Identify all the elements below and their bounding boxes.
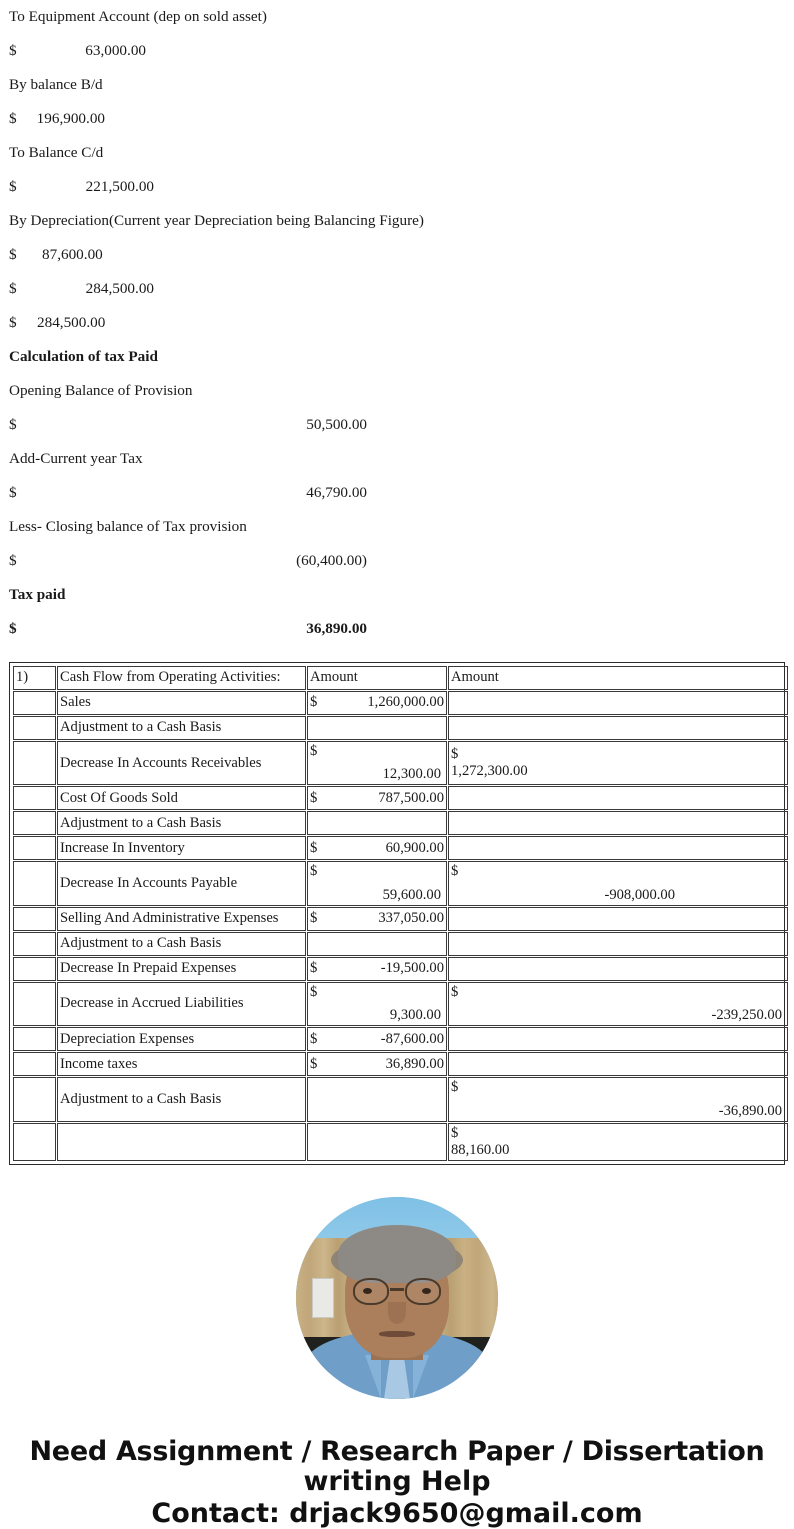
amount-secondary-cell <box>448 741 788 785</box>
row-number-cell <box>13 1077 56 1121</box>
amount-group <box>9 544 367 578</box>
amount-primary-cell <box>307 1027 447 1051</box>
table-row <box>13 811 788 835</box>
table-row <box>13 691 788 715</box>
currency-symbol: $ <box>9 314 17 331</box>
currency-symbol: $ <box>9 620 17 637</box>
row-description-cell: Decrease in Accrued Liabilities <box>57 982 306 1026</box>
amount-value: -36,890.00 <box>718 1102 782 1119</box>
amount-secondary-cell <box>448 1123 788 1161</box>
avatar-eye-left <box>363 1288 372 1294</box>
row-description-cell: Sales <box>57 691 306 715</box>
currency-symbol: $ <box>310 694 318 711</box>
text-line: Tax paid <box>9 586 66 603</box>
currency-symbol: $ <box>310 839 318 856</box>
amount-primary-cell <box>307 1052 447 1076</box>
table-row <box>13 1077 788 1121</box>
amount-value: 1,272,300.00 <box>451 763 528 780</box>
row-description-cell <box>57 1123 306 1161</box>
row-number-cell <box>13 691 56 715</box>
amount-group <box>9 170 154 204</box>
currency-symbol: $ <box>9 416 17 433</box>
amount-value: -87,600.00 <box>380 1030 444 1047</box>
table-row <box>13 907 788 931</box>
amount-value: 59,600.00 <box>382 886 441 903</box>
amount-value: -19,500.00 <box>380 960 444 977</box>
amount-value: 87,600.00 <box>42 246 103 263</box>
row-number-cell: 1) <box>13 666 56 690</box>
row-number-cell <box>13 907 56 931</box>
row-description-cell: Adjustment to a Cash Basis <box>57 932 306 956</box>
table-row <box>13 716 788 740</box>
currency-symbol: $ <box>310 789 318 806</box>
amount-primary-cell <box>307 1123 447 1161</box>
amount-value: 221,500.00 <box>85 178 154 195</box>
currency-symbol: $ <box>451 746 459 762</box>
amount-line <box>9 272 785 306</box>
table-row <box>13 861 788 905</box>
amount-primary-cell: Amount <box>307 666 447 690</box>
amount-value: 196,900.00 <box>36 110 105 127</box>
amount-value: 60,900.00 <box>385 839 444 856</box>
amount-primary-cell <box>307 982 447 1026</box>
cash-flow-table-wrapper <box>9 662 785 1165</box>
text-line: By balance B/d <box>9 76 103 93</box>
avatar-mouth <box>379 1331 415 1337</box>
amount-value: 88,160.00 <box>451 1141 510 1158</box>
amount-group <box>9 476 367 510</box>
table-row <box>13 741 788 785</box>
amount-value: 9,300.00 <box>389 1007 441 1024</box>
amount-value: 63,000.00 <box>85 42 146 59</box>
row-number-cell <box>13 1123 56 1161</box>
amount-value: -908,000.00 <box>604 886 675 903</box>
avatar-wall-switch <box>312 1278 334 1318</box>
amount-value: (60,400.00) <box>296 552 367 569</box>
amount-value: 1,260,000.00 <box>367 694 444 711</box>
footer <box>0 1437 794 1529</box>
currency-symbol: $ <box>451 863 459 880</box>
currency-symbol: $ <box>310 863 318 880</box>
table-row <box>13 982 788 1026</box>
currency-symbol: $ <box>451 1079 459 1096</box>
row-description-cell: Decrease In Prepaid Expenses <box>57 957 306 981</box>
row-description-cell: Decrease In Accounts Payable <box>57 861 306 905</box>
row-number-cell <box>13 811 56 835</box>
amount-secondary-cell <box>448 716 788 740</box>
amount-value: 36,890.00 <box>385 1055 444 1072</box>
currency-symbol: $ <box>451 983 459 1000</box>
amount-secondary-cell <box>448 786 788 810</box>
amount-value: 36,890.00 <box>306 620 367 637</box>
table-row <box>13 1123 788 1161</box>
row-number-cell <box>13 957 56 981</box>
amount-line <box>9 544 785 578</box>
amount-line <box>9 306 785 340</box>
table-row <box>13 1027 788 1051</box>
currency-symbol: $ <box>9 246 17 263</box>
amount-group <box>9 306 105 340</box>
row-description-cell: Adjustment to a Cash Basis <box>57 716 306 740</box>
amount-secondary-cell <box>448 957 788 981</box>
row-number-cell <box>13 982 56 1026</box>
amount-value: 46,790.00 <box>306 484 367 501</box>
row-description-cell: Increase In Inventory <box>57 836 306 860</box>
currency-symbol: $ <box>9 42 17 59</box>
row-number-cell <box>13 932 56 956</box>
row-number-cell <box>13 1027 56 1051</box>
row-description-cell: Depreciation Expenses <box>57 1027 306 1051</box>
amount-line <box>9 408 785 442</box>
amount-primary-cell <box>307 1077 447 1121</box>
avatar-collar-right <box>413 1355 429 1399</box>
amount-line <box>9 102 785 136</box>
avatar <box>296 1197 498 1399</box>
text-line: To Equipment Account (dep on sold asset) <box>9 8 267 25</box>
tax-calculation-block <box>0 340 794 646</box>
currency-symbol: $ <box>310 743 318 759</box>
row-description-cell: Adjustment to a Cash Basis <box>57 811 306 835</box>
cash-flow-table <box>12 665 789 1162</box>
amount-secondary-cell <box>448 811 788 835</box>
amount-group <box>9 272 154 306</box>
amount-primary-cell <box>307 907 447 931</box>
text-line: Less- Closing balance of Tax provision <box>9 518 247 535</box>
amount-secondary-cell <box>448 691 788 715</box>
footer-line-1: Need Assignment / Research Paper / Dissertation <box>29 1436 765 1468</box>
cash-flow-table-body <box>13 666 788 1161</box>
table-row <box>13 836 788 860</box>
amount-group <box>9 238 102 272</box>
avatar-collar-left <box>365 1355 381 1399</box>
currency-symbol: $ <box>310 910 318 927</box>
amount-secondary-cell <box>448 907 788 931</box>
avatar-hair <box>338 1225 456 1283</box>
avatar-nose <box>388 1302 406 1324</box>
amount-secondary-cell <box>448 932 788 956</box>
row-number-cell <box>13 786 56 810</box>
currency-symbol: $ <box>9 280 17 297</box>
currency-symbol: $ <box>9 110 17 127</box>
amount-line <box>9 34 785 68</box>
amount-line <box>9 476 785 510</box>
tax-section-heading: Calculation of tax Paid <box>9 348 158 365</box>
amount-line <box>9 170 785 204</box>
table-row <box>13 1052 788 1076</box>
amount-group <box>9 612 367 646</box>
tax-lines <box>9 374 785 646</box>
avatar-container <box>0 1197 794 1399</box>
amount-secondary-cell <box>448 1052 788 1076</box>
footer-line-3: Contact: drjack9650@gmail.com <box>151 1498 643 1529</box>
amount-group <box>9 102 105 136</box>
table-row <box>13 957 788 981</box>
row-number-cell <box>13 716 56 740</box>
amount-primary-cell <box>307 716 447 740</box>
amount-value: 337,050.00 <box>378 910 444 927</box>
currency-symbol: $ <box>9 484 17 501</box>
table-row <box>13 932 788 956</box>
row-number-cell <box>13 861 56 905</box>
amount-value: 284,500.00 <box>85 280 154 297</box>
currency-symbol: $ <box>310 983 318 1000</box>
amount-line <box>9 238 785 272</box>
currency-symbol: $ <box>310 1055 318 1072</box>
amount-group <box>9 34 146 68</box>
amount-secondary-cell <box>448 1027 788 1051</box>
currency-symbol: $ <box>9 552 17 569</box>
row-number-cell <box>13 1052 56 1076</box>
row-number-cell <box>13 836 56 860</box>
currency-symbol: $ <box>310 1030 318 1047</box>
amount-value: 787,500.00 <box>378 789 444 806</box>
footer-line-2: writing Help <box>303 1466 491 1498</box>
narrative-lines <box>9 0 785 340</box>
text-line: Opening Balance of Provision <box>9 382 193 399</box>
amount-primary-cell <box>307 836 447 860</box>
amount-primary-cell <box>307 811 447 835</box>
row-description-cell: Adjustment to a Cash Basis <box>57 1077 306 1121</box>
row-number-cell <box>13 741 56 785</box>
amount-line <box>9 612 785 646</box>
amount-secondary-cell <box>448 861 788 905</box>
currency-symbol: $ <box>451 1124 459 1141</box>
amount-primary-cell <box>307 786 447 810</box>
amount-secondary-cell <box>448 982 788 1026</box>
amount-value: 50,500.00 <box>306 416 367 433</box>
row-description-cell: Cost Of Goods Sold <box>57 786 306 810</box>
row-description-cell: Income taxes <box>57 1052 306 1076</box>
avatar-glasses-bridge <box>390 1288 404 1291</box>
text-line: To Balance C/d <box>9 144 104 161</box>
text-line: By Depreciation(Current year Depreciation being Balancing Figure) <box>9 212 424 229</box>
amount-secondary-cell: Amount <box>448 666 788 690</box>
table-row <box>13 666 788 690</box>
currency-symbol: $ <box>310 960 318 977</box>
row-description-cell: Decrease In Accounts Receivables <box>57 741 306 785</box>
amount-secondary-cell <box>448 836 788 860</box>
amount-primary-cell <box>307 861 447 905</box>
amount-value: -239,250.00 <box>711 1007 782 1024</box>
amount-value: 12,300.00 <box>382 766 441 783</box>
row-description-cell: Selling And Administrative Expenses <box>57 907 306 931</box>
amount-value: 284,500.00 <box>37 314 106 331</box>
amount-secondary-cell <box>448 1077 788 1121</box>
amount-primary-cell <box>307 932 447 956</box>
amount-primary-cell <box>307 957 447 981</box>
text-line: Add-Current year Tax <box>9 450 143 467</box>
currency-symbol: $ <box>9 178 17 195</box>
row-description-cell: Cash Flow from Operating Activities: <box>57 666 306 690</box>
narrative-block <box>0 0 794 340</box>
amount-group <box>9 408 367 442</box>
amount-primary-cell <box>307 691 447 715</box>
amount-primary-cell <box>307 741 447 785</box>
table-row <box>13 786 788 810</box>
